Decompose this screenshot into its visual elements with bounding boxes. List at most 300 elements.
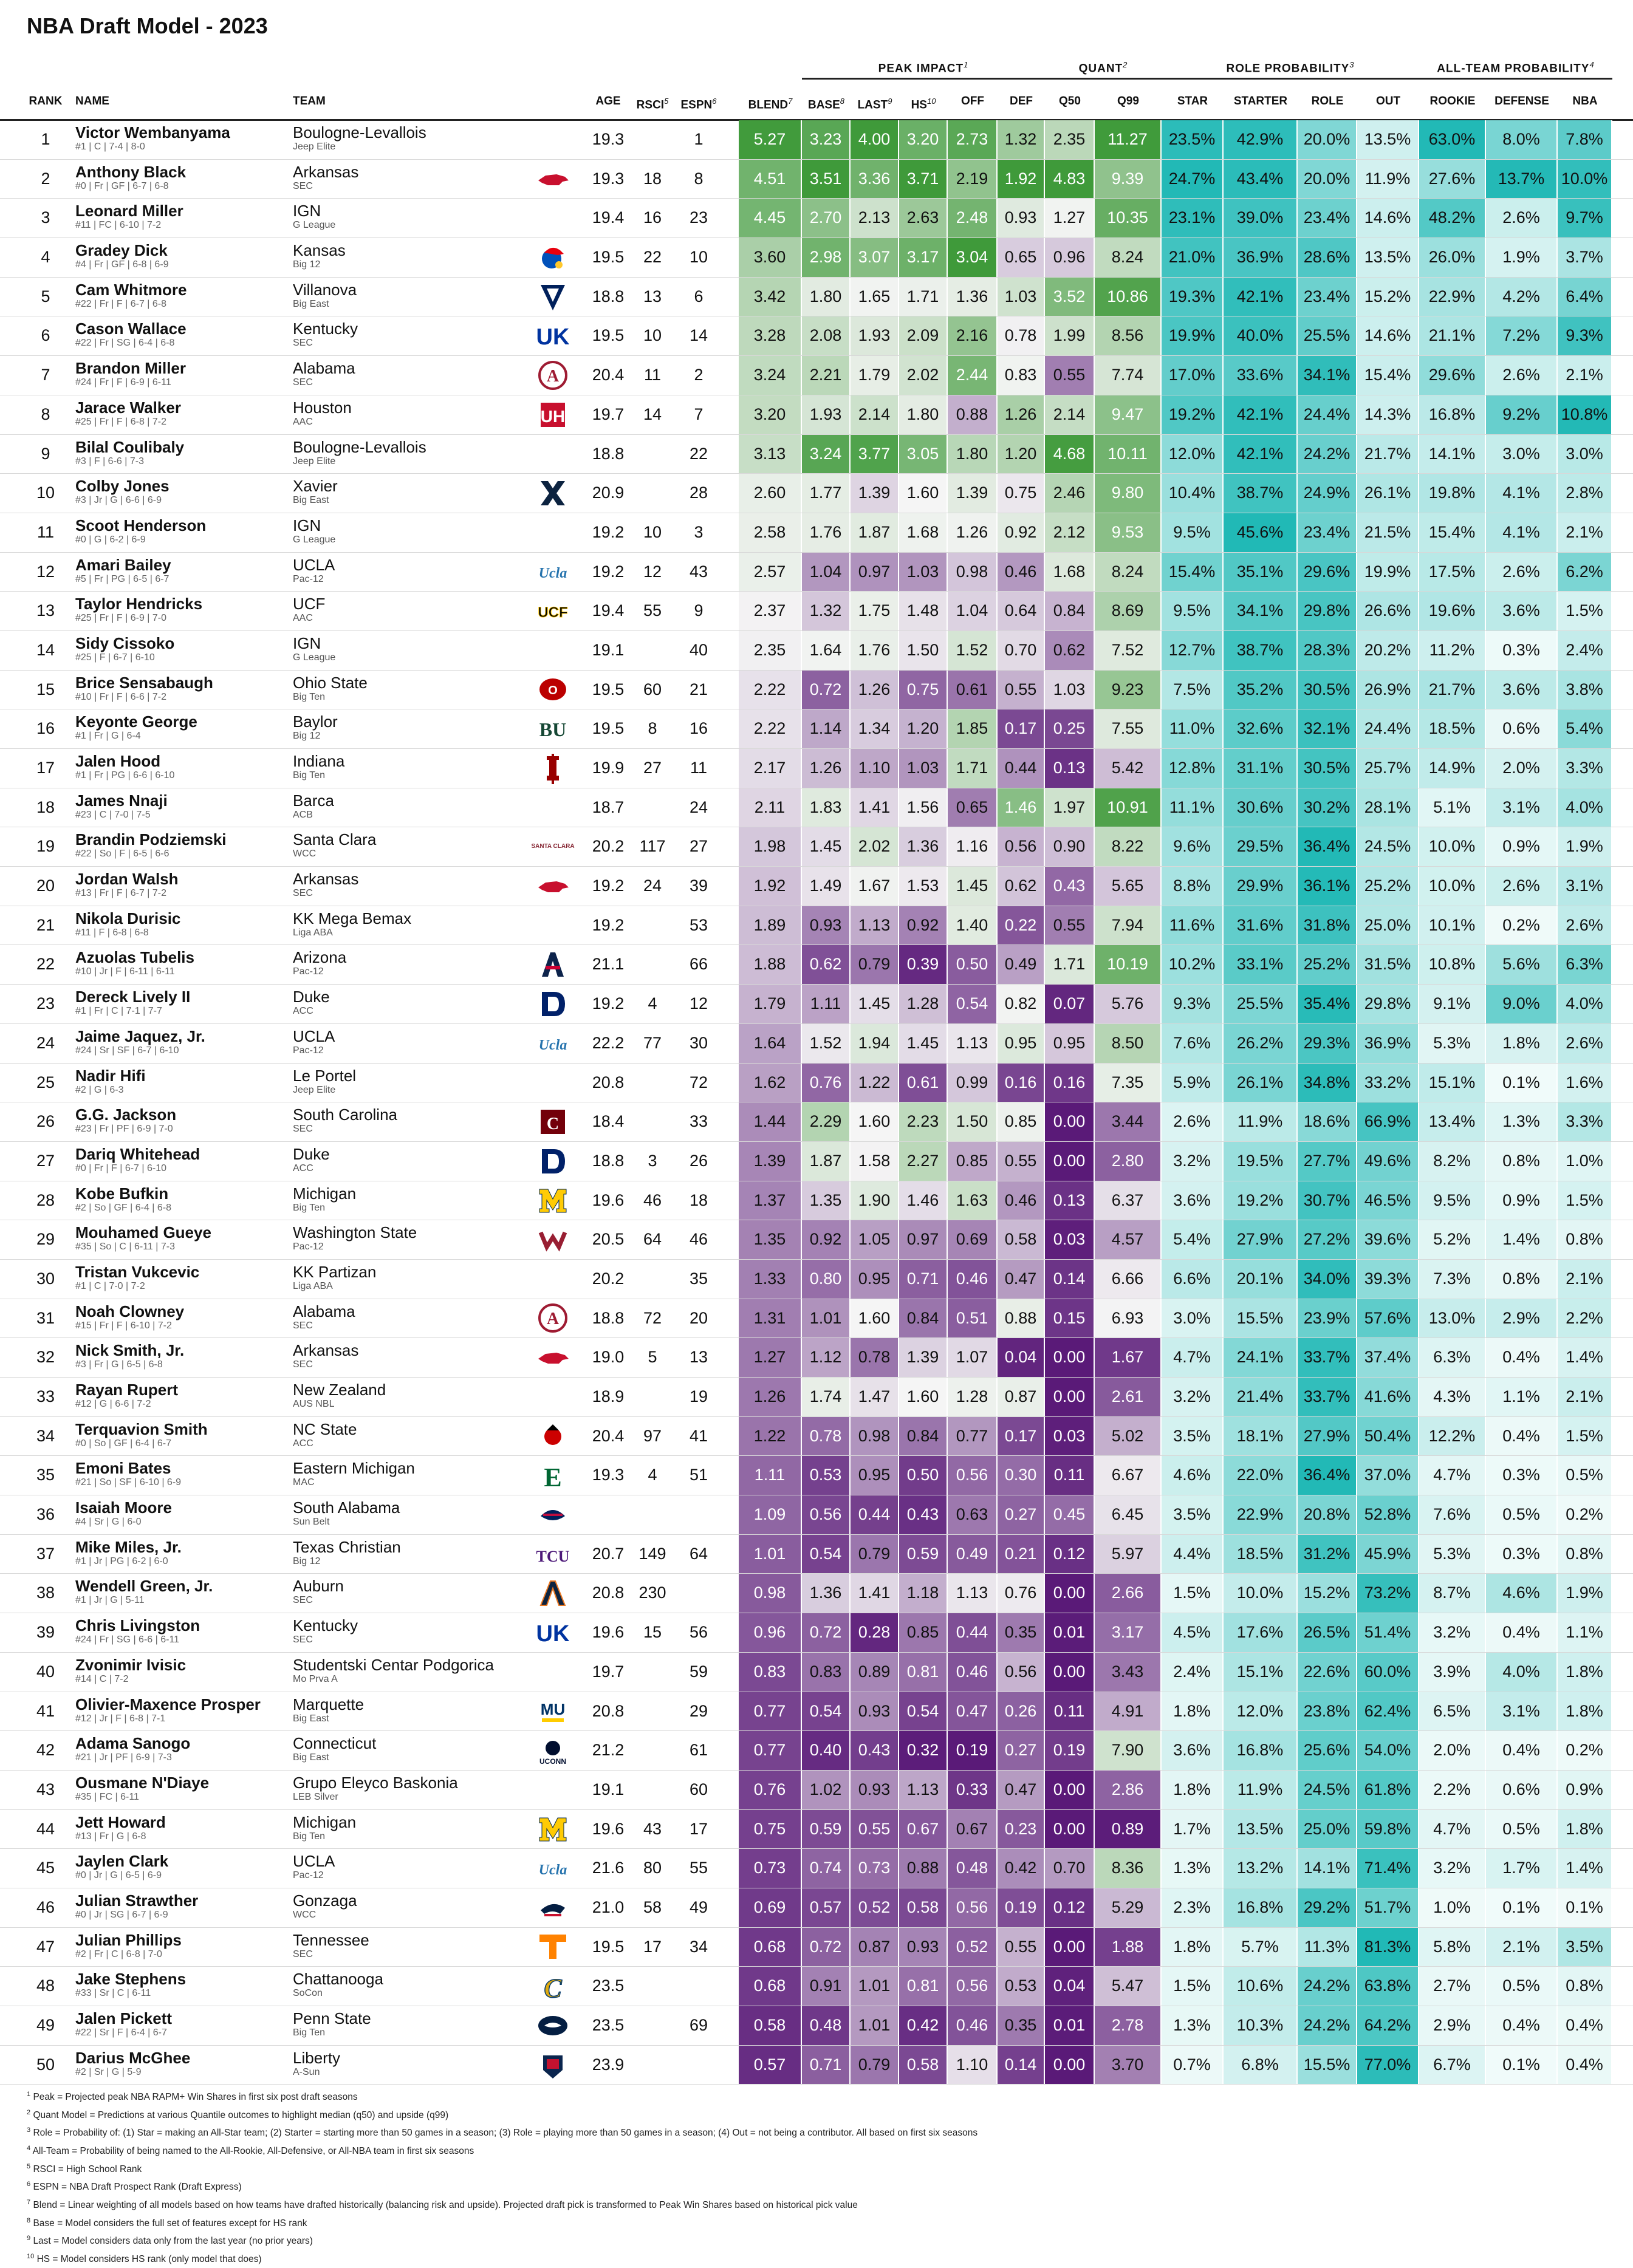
team-name: Houston (293, 398, 352, 417)
rookie-cell: 29.6% (1419, 356, 1486, 395)
starter-cell: 27.9% (1224, 1220, 1298, 1259)
off-cell: 1.63 (948, 1181, 998, 1220)
footnote-text: HS = Model considers HS rank (only model that does) (36, 2254, 262, 2265)
column-header-off[interactable] (948, 84, 998, 119)
player-name-cell[interactable] (75, 906, 282, 945)
team-cell (293, 867, 530, 906)
column-header-label: NBA (1572, 95, 1598, 108)
star-cell: 19.9% (1162, 316, 1224, 355)
table-row (0, 827, 1633, 867)
out-cell: 36.9% (1357, 1024, 1419, 1063)
out-cell: 66.9% (1357, 1102, 1419, 1141)
q99-cell: 3.44 (1095, 1102, 1162, 1141)
defense-cell: 0.9% (1486, 827, 1558, 866)
base-cell: 0.59 (802, 1810, 851, 1849)
rsci-cell (632, 1378, 673, 1416)
q99-cell: 10.19 (1095, 945, 1162, 984)
espn-cell: 72 (689, 1073, 708, 1091)
espn-cell: 61 (689, 1741, 708, 1760)
espn-cell: 49 (689, 1897, 708, 1916)
team-name: Arkansas (293, 162, 359, 181)
team-cell (293, 513, 530, 552)
star-cell: 2.4% (1162, 1653, 1224, 1692)
defense-cell: 0.6% (1486, 1771, 1558, 1809)
player-name-cell[interactable] (75, 709, 282, 748)
team-league: Big East (293, 1713, 329, 1724)
column-header-role[interactable] (1298, 84, 1357, 119)
team-league: Big 12 (293, 731, 321, 742)
defense-cell: 0.3% (1486, 631, 1558, 670)
starter-cell: 11.9% (1224, 1771, 1298, 1809)
team-league: ACC (293, 1438, 313, 1449)
player-name-cell[interactable] (75, 1142, 282, 1181)
last-cell: 1.65 (851, 278, 899, 316)
rank-cell: 5 (41, 287, 50, 306)
q99-cell: 8.69 (1095, 592, 1162, 630)
def-cell: 0.27 (998, 1495, 1045, 1534)
off-cell: 2.48 (948, 199, 998, 237)
def-cell: 0.55 (998, 1142, 1045, 1181)
age-cell (587, 1495, 629, 1534)
last-cell: 2.02 (851, 827, 899, 866)
player-name-cell[interactable] (75, 395, 282, 434)
team-cell (293, 553, 530, 592)
defense-cell: 0.1% (1486, 1064, 1558, 1102)
svg-text:A: A (546, 1310, 560, 1329)
player-name-cell[interactable] (75, 1967, 282, 2006)
starter-cell: 33.6% (1224, 356, 1298, 395)
player-meta: #1 | Fr | PG | 6-6 | 6-10 (75, 770, 175, 780)
off-cell: 0.77 (948, 1417, 998, 1456)
player-name-cell[interactable] (75, 1849, 282, 1888)
column-header-out[interactable] (1357, 84, 1419, 119)
out-cell: 37.0% (1357, 1456, 1419, 1495)
liberty-logo (535, 2046, 571, 2085)
star-cell: 21.0% (1162, 238, 1224, 277)
star-cell: 12.0% (1162, 435, 1224, 474)
player-name-cell[interactable] (75, 1928, 282, 1967)
player-name-cell[interactable] (75, 435, 282, 474)
svg-text:E: E (544, 1463, 562, 1493)
player-name-cell[interactable] (75, 1771, 282, 1809)
role-cell: 23.4% (1298, 199, 1357, 237)
player-name-cell[interactable] (75, 513, 282, 552)
espn-cell: 27 (689, 837, 708, 856)
column-header-rank[interactable] (24, 84, 67, 119)
def-cell: 0.27 (998, 1731, 1045, 1770)
column-header-nba[interactable] (1558, 84, 1612, 119)
hs-cell: 1.03 (899, 749, 948, 788)
player-name: Scoot Henderson (75, 516, 207, 535)
player-name-cell[interactable] (75, 867, 282, 906)
ucla-logo (535, 1024, 571, 1063)
hs-cell: 2.09 (899, 316, 948, 355)
player-name-cell[interactable] (75, 1024, 282, 1063)
rsci-cell: 46 (643, 1190, 662, 1209)
table-row (0, 1928, 1633, 1967)
team-league: SEC (293, 377, 313, 388)
player-name-cell[interactable] (75, 1102, 282, 1141)
column-header-base[interactable] (802, 84, 851, 119)
base-cell: 1.45 (802, 827, 851, 866)
espn-cell: 17 (689, 1819, 708, 1838)
table-row (0, 945, 1633, 985)
player-name-cell[interactable] (75, 1064, 282, 1102)
table-row (0, 1024, 1633, 1064)
player-name-cell[interactable] (75, 1653, 282, 1692)
player-meta: #33 | Sr | C | 6-11 (75, 1988, 151, 1999)
player-name-cell[interactable] (75, 1417, 282, 1456)
player-name-cell[interactable] (75, 2006, 282, 2045)
player-name-cell[interactable] (75, 120, 282, 159)
rank-cell: 7 (41, 366, 50, 384)
player-name-cell[interactable] (75, 985, 282, 1023)
player-name-cell[interactable] (75, 671, 282, 709)
alabama-logo (536, 358, 570, 392)
player-meta: #0 | Jr | SG | 6-7 | 6-9 (75, 1909, 168, 1920)
rank-cell: 3 (41, 208, 50, 227)
q50-cell: 0.96 (1045, 238, 1095, 277)
rookie-cell: 2.2% (1419, 1771, 1486, 1809)
rsci-cell: 117 (639, 837, 666, 856)
wsu-logo (535, 1220, 571, 1259)
q50-cell: 0.62 (1045, 631, 1095, 670)
table-row (0, 1574, 1633, 1613)
out-cell: 51.4% (1357, 1613, 1419, 1652)
star-cell: 6.6% (1162, 1260, 1224, 1299)
defense-cell: 1.9% (1486, 238, 1558, 277)
q99-cell: 10.11 (1095, 435, 1162, 474)
table-row (0, 513, 1633, 553)
player-meta: #1 | Jr | G | 5-11 (75, 1595, 145, 1606)
column-header-defense[interactable] (1486, 84, 1558, 119)
column-header-q99[interactable] (1095, 84, 1162, 119)
role-cell: 28.6% (1298, 238, 1357, 277)
column-header-age[interactable] (587, 84, 629, 119)
role-cell: 22.6% (1298, 1653, 1357, 1692)
off-cell: 1.26 (948, 513, 998, 552)
nba-cell: 0.5% (1558, 1456, 1612, 1495)
hs-cell: 1.80 (899, 395, 948, 434)
player-name-cell[interactable] (75, 827, 282, 866)
nba-cell: 2.1% (1558, 1378, 1612, 1416)
star-cell: 4.6% (1162, 1456, 1224, 1495)
q99-cell: 8.22 (1095, 827, 1162, 866)
out-cell: 33.2% (1357, 1064, 1419, 1102)
rsci-cell (632, 631, 673, 670)
rookie-cell: 2.9% (1419, 2006, 1486, 2045)
team-league: G League (293, 534, 336, 545)
rsci-cell: 64 (643, 1230, 662, 1249)
nba-cell: 1.9% (1558, 1574, 1612, 1613)
last-cell: 1.90 (851, 1181, 899, 1220)
table-row (0, 1810, 1633, 1850)
starter-cell: 43.4% (1224, 160, 1298, 199)
star-cell: 10.4% (1162, 474, 1224, 513)
off-cell: 1.07 (948, 1338, 998, 1377)
player-name-cell[interactable] (75, 356, 282, 395)
base-cell: 0.48 (802, 2006, 851, 2045)
defense-cell: 7.2% (1486, 316, 1558, 355)
age-cell: 19.0 (592, 1348, 625, 1367)
starter-cell: 26.2% (1224, 1024, 1298, 1063)
column-group-peak (802, 56, 1045, 80)
player-name-cell[interactable] (75, 1495, 282, 1534)
column-header-q50[interactable] (1045, 84, 1095, 119)
role-cell: 23.8% (1298, 1692, 1357, 1731)
player-name: Dereck Lively II (75, 988, 191, 1006)
column-header-label: STARTER (1233, 95, 1288, 108)
player-name-cell[interactable] (75, 1181, 282, 1220)
rookie-cell: 6.5% (1419, 1692, 1486, 1731)
rank-cell: 43 (36, 1780, 55, 1798)
column-header-rsci[interactable] (632, 84, 673, 119)
team-name: New Zealand (293, 1381, 386, 1399)
svg-text:Ucla: Ucla (538, 1037, 567, 1053)
auburn-logo (536, 1576, 570, 1610)
column-header-hs[interactable] (899, 84, 948, 119)
espn-cell: 41 (689, 1426, 708, 1445)
team-name: Kentucky (293, 319, 358, 338)
svg-text:MU: MU (540, 1700, 566, 1719)
age-cell: 20.8 (592, 1073, 625, 1091)
player-name-cell[interactable] (75, 631, 282, 670)
base-cell: 0.91 (802, 1967, 851, 2006)
arizona-logo (536, 948, 570, 982)
espn-cell: 12 (689, 994, 708, 1013)
player-name-cell[interactable] (75, 1260, 282, 1299)
rookie-cell: 21.1% (1419, 316, 1486, 355)
off-cell: 0.46 (948, 2006, 998, 2045)
blend-cell: 5.27 (739, 120, 802, 159)
page-title: NBA Draft Model - 2023 (27, 13, 268, 38)
role-cell: 18.6% (1298, 1102, 1357, 1141)
role-cell: 20.0% (1298, 160, 1357, 199)
rank-cell: 35 (36, 1466, 55, 1484)
last-cell: 0.79 (851, 945, 899, 984)
rsci-cell (632, 906, 673, 945)
last-cell: 1.45 (851, 985, 899, 1023)
nba-cell: 9.7% (1558, 199, 1612, 237)
column-group-label: ALL-TEAM PROBABILITY (1437, 62, 1590, 75)
player-name-cell[interactable] (75, 1338, 282, 1377)
q99-cell: 5.02 (1095, 1417, 1162, 1456)
role-cell: 29.6% (1298, 553, 1357, 592)
team-cell (293, 1064, 530, 1102)
starter-cell: 22.0% (1224, 1456, 1298, 1495)
player-name: Brice Sensabaugh (75, 673, 213, 692)
nba-cell: 0.8% (1558, 1535, 1612, 1574)
player-name-cell[interactable] (75, 1731, 282, 1770)
rookie-cell: 10.8% (1419, 945, 1486, 984)
rsci-cell: 230 (638, 1583, 666, 1602)
out-cell: 21.5% (1357, 513, 1419, 552)
player-name-cell[interactable] (75, 160, 282, 199)
player-name-cell[interactable] (75, 945, 282, 984)
player-name-cell[interactable] (75, 1378, 282, 1416)
column-header-label: Q50 (1059, 95, 1081, 108)
player-name-cell[interactable] (75, 1220, 282, 1259)
player-name-cell[interactable] (75, 1888, 282, 1927)
team-name: Indiana (293, 752, 345, 770)
off-cell: 0.44 (948, 1613, 998, 1652)
player-name-cell[interactable] (75, 1456, 282, 1495)
player-name-cell[interactable] (75, 238, 282, 277)
column-header-star[interactable] (1162, 84, 1224, 119)
player-name-cell[interactable] (75, 749, 282, 788)
base-cell: 0.92 (802, 1220, 851, 1259)
column-header-def[interactable] (998, 84, 1045, 119)
star-cell: 1.5% (1162, 1967, 1224, 2006)
arizona-logo (535, 945, 571, 984)
base-cell: 0.72 (802, 1613, 851, 1652)
star-cell: 12.7% (1162, 631, 1224, 670)
player-meta: #24 | Fr | F | 6-9 | 6-11 (75, 377, 171, 388)
footnote (27, 2141, 977, 2159)
star-cell: 3.5% (1162, 1417, 1224, 1456)
player-name-cell[interactable] (75, 1299, 282, 1338)
blend-cell: 4.51 (739, 160, 802, 199)
defense-cell: 1.7% (1486, 1849, 1558, 1888)
team-league: AAC (293, 613, 313, 624)
liberty-logo (536, 2048, 570, 2082)
player-name-cell[interactable] (75, 553, 282, 592)
column-header-name[interactable] (75, 84, 173, 119)
defense-cell: 2.6% (1486, 867, 1558, 906)
column-header-blend[interactable] (739, 84, 802, 119)
last-cell: 0.43 (851, 1731, 899, 1770)
hs-cell: 3.71 (899, 160, 948, 199)
q50-cell: 0.55 (1045, 906, 1095, 945)
team-league: Liga ABA (293, 1280, 333, 1291)
age-cell: 19.3 (592, 169, 625, 188)
q50-cell: 0.90 (1045, 827, 1095, 866)
team-name: Boulogne-Levallois (293, 123, 426, 142)
table-row (0, 1260, 1633, 1299)
player-meta: #5 | Fr | PG | 6-5 | 6-7 (75, 573, 169, 584)
player-name-cell[interactable] (75, 278, 282, 316)
player-name-cell[interactable] (75, 2046, 282, 2085)
team-league: AAC (293, 416, 313, 427)
column-header-starter[interactable] (1224, 84, 1298, 119)
def-cell: 0.26 (998, 1692, 1045, 1731)
column-header-team[interactable] (293, 84, 390, 119)
nba-cell: 1.8% (1558, 1692, 1612, 1731)
rookie-cell: 10.0% (1419, 867, 1486, 906)
q99-cell: 10.86 (1095, 278, 1162, 316)
player-meta: #23 | Fr | PF | 6-9 | 7-0 (75, 1124, 173, 1135)
nba-cell: 5.4% (1558, 709, 1612, 748)
nba-cell: 3.3% (1558, 749, 1612, 788)
base-cell: 0.83 (802, 1653, 851, 1692)
player-name: Amari Bailey (75, 555, 171, 574)
player-name-cell[interactable] (75, 1692, 282, 1731)
svg-text:Ucla: Ucla (538, 1862, 567, 1879)
last-cell: 0.95 (851, 1260, 899, 1299)
table-row (0, 316, 1633, 356)
star-cell: 19.2% (1162, 395, 1224, 434)
starter-cell: 38.7% (1224, 474, 1298, 513)
player-name-cell[interactable] (75, 199, 282, 237)
footnote-number: 3 (27, 2126, 31, 2134)
q50-cell: 0.19 (1045, 1731, 1095, 1770)
defense-cell: 8.0% (1486, 120, 1558, 159)
rank-cell: 10 (36, 483, 55, 502)
player-name-cell[interactable] (75, 474, 282, 513)
off-cell: 0.54 (948, 985, 998, 1023)
ohiostate-logo (536, 672, 570, 706)
rsci-cell: 60 (643, 680, 662, 699)
player-name-cell[interactable] (75, 592, 282, 630)
q50-cell: 0.84 (1045, 592, 1095, 630)
out-cell: 39.3% (1357, 1260, 1419, 1299)
last-cell: 0.95 (851, 1456, 899, 1495)
starter-cell: 35.2% (1224, 671, 1298, 709)
espn-cell: 19 (689, 1387, 708, 1406)
espn-cell (674, 1967, 723, 2006)
column-header-last[interactable] (851, 84, 899, 119)
player-name-cell[interactable] (75, 1535, 282, 1574)
star-cell: 1.8% (1162, 1692, 1224, 1731)
star-cell: 9.5% (1162, 592, 1224, 630)
rsci-cell: 97 (643, 1426, 662, 1445)
team-cell (293, 120, 530, 159)
defense-cell: 0.2% (1486, 906, 1558, 945)
team-cell (293, 199, 530, 237)
column-header-label: LAST (857, 98, 888, 112)
player-name-cell[interactable] (75, 1613, 282, 1652)
last-cell: 1.79 (851, 356, 899, 395)
team-league: Big East (293, 298, 329, 309)
nba-cell: 6.2% (1558, 553, 1612, 592)
kentucky-logo (536, 1616, 570, 1650)
hs-cell: 1.28 (899, 985, 948, 1023)
starter-cell: 30.6% (1224, 788, 1298, 827)
rank-cell: 45 (36, 1859, 55, 1877)
q99-cell: 5.76 (1095, 985, 1162, 1023)
player-name-cell[interactable] (75, 316, 282, 355)
rank-cell: 18 (36, 798, 55, 816)
espn-cell: 20 (689, 1308, 708, 1327)
column-header-espn[interactable] (674, 84, 723, 119)
player-name: Colby Jones (75, 477, 169, 496)
role-cell: 27.9% (1298, 1417, 1357, 1456)
player-name-cell[interactable] (75, 1574, 282, 1613)
out-cell: 31.5% (1357, 945, 1419, 984)
column-header-rookie[interactable] (1419, 84, 1486, 119)
footnote (27, 2195, 977, 2213)
age-cell: 18.4 (592, 1112, 625, 1131)
off-cell: 0.56 (948, 1888, 998, 1927)
off-cell: 0.63 (948, 1495, 998, 1534)
espn-cell: 69 (689, 2016, 708, 2034)
blend-cell: 3.24 (739, 356, 802, 395)
auburn-logo (535, 1574, 571, 1613)
defense-cell: 0.1% (1486, 1888, 1558, 1927)
def-cell: 0.42 (998, 1849, 1045, 1888)
role-cell: 29.8% (1298, 592, 1357, 630)
def-cell: 0.55 (998, 1928, 1045, 1967)
role-cell: 14.1% (1298, 1849, 1357, 1888)
base-cell: 1.87 (802, 1142, 851, 1181)
rsci-cell: 10 (643, 522, 662, 541)
player-name-cell[interactable] (75, 1810, 282, 1849)
def-cell: 0.35 (998, 1613, 1045, 1652)
kentucky-logo (536, 319, 570, 353)
starter-cell: 36.9% (1224, 238, 1298, 277)
indiana-logo (535, 749, 571, 788)
player-name-cell[interactable] (75, 788, 282, 827)
